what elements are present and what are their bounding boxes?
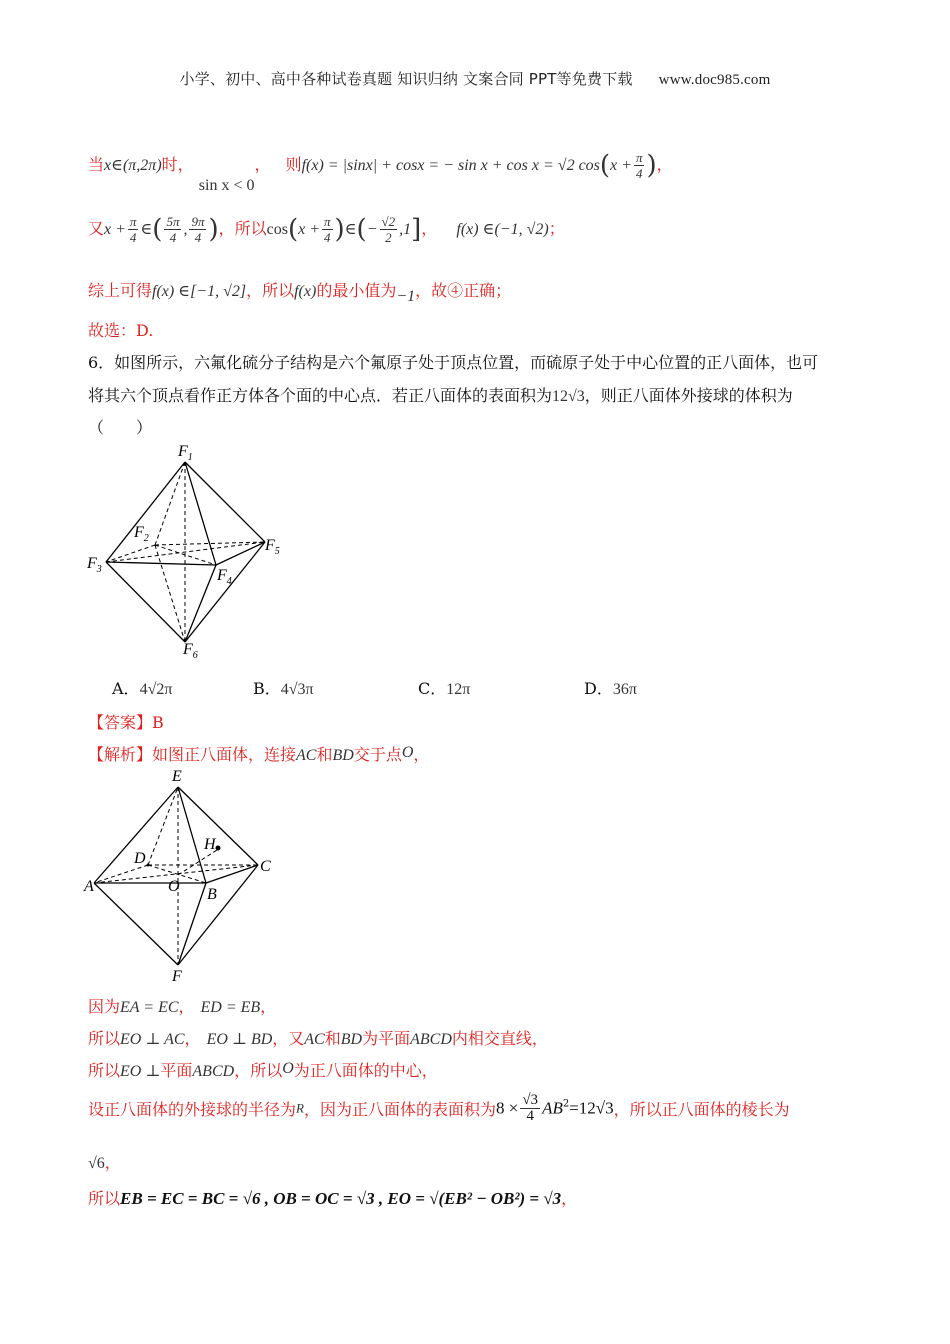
math-range: [−1, √2] xyxy=(190,283,247,300)
superscript: 2 xyxy=(562,1098,570,1110)
math: ED = EB xyxy=(200,999,261,1016)
math-in: ∈ xyxy=(140,221,153,238)
math: AB xyxy=(542,1098,563,1118)
math-sin: sin x < 0 xyxy=(198,177,255,194)
text: ， xyxy=(656,155,673,174)
math-bd: BD xyxy=(332,747,354,764)
math: R xyxy=(296,1100,304,1116)
edge xyxy=(106,562,216,565)
step-2 xyxy=(88,1026,548,1049)
text: 时， xyxy=(161,155,194,174)
label-b: B xyxy=(207,886,217,903)
text: ， xyxy=(561,1189,578,1208)
text: ； xyxy=(548,219,565,238)
text: 和 xyxy=(324,1029,341,1048)
text: 交于点 xyxy=(353,745,402,764)
text: ， xyxy=(260,997,277,1016)
math-one: ,1 xyxy=(399,221,412,238)
text: ， xyxy=(254,155,271,174)
math-ac: AC xyxy=(296,747,317,764)
text: 因为 xyxy=(88,997,121,1016)
label-e: E xyxy=(172,768,182,785)
math-fx: f(x) xyxy=(294,283,317,300)
label-f3: $F_3$ xyxy=(87,555,102,575)
option-c: C．12π xyxy=(418,679,471,698)
frac-num: 5π xyxy=(166,214,180,229)
math-x: x + xyxy=(298,221,321,238)
text: 设正八面体的外接球的半径为 xyxy=(88,1100,297,1119)
text: 则 xyxy=(285,155,302,174)
header-text: 小学、初中、高中各种试卷真题 知识归纳 文案合同 PPT等免费下载 xyxy=(179,70,633,88)
frac-den: 4 xyxy=(324,230,331,245)
label-f6: $F_6$ xyxy=(183,641,198,661)
text: 如图正八面体，连接 xyxy=(152,745,297,764)
solution-line-2: 又x + $\frac{\pi}{4}$ ∈( $\frac{5\pi}{4}$ , $\frac{9\pi}{4}$ )，所以cos(x + $\frac{\pi}{4}$ )∈(− $\frac{√2}{2}$ ,1]， f(x) ∈(−1, √2)； xyxy=(88,214,565,245)
text: ， xyxy=(178,997,195,1016)
label-a: A xyxy=(84,878,94,895)
label-f5: $F_5$ xyxy=(265,537,280,557)
math: EO ⊥ xyxy=(120,1063,161,1080)
dashed-edge xyxy=(148,787,178,865)
math-o: O xyxy=(401,744,414,761)
frac-num: π xyxy=(324,214,331,229)
answer-label: 【答案】 xyxy=(88,713,153,732)
answer-value: B xyxy=(152,713,164,732)
frac-num: π xyxy=(129,214,137,229)
q6-blank: （ ） xyxy=(88,418,153,437)
math-neg: − xyxy=(366,221,378,238)
option-a: A．4√2π xyxy=(112,679,173,698)
label-f4: $F_4$ xyxy=(217,567,232,587)
edge xyxy=(106,462,185,562)
text: 为平面 xyxy=(362,1029,411,1048)
math-cos: cos xyxy=(266,221,288,238)
text: 又 xyxy=(88,219,105,238)
edge xyxy=(178,883,206,965)
label-h: H xyxy=(204,836,216,853)
math-in: ∈ xyxy=(344,221,357,238)
step-3 xyxy=(88,1058,438,1081)
text: 平面 xyxy=(160,1061,193,1080)
choose-answer: 故选：D. xyxy=(88,321,154,340)
frac-num: π xyxy=(635,150,643,165)
analysis-label: 【解析】 xyxy=(88,745,153,764)
text: 当 xyxy=(88,155,105,174)
solution-line-3 xyxy=(88,278,512,305)
frac-den: 4 xyxy=(194,230,202,245)
math-area: 12√3 xyxy=(552,388,585,405)
step-1 xyxy=(88,994,276,1017)
label-c: C xyxy=(260,858,271,875)
frac-den: 4 xyxy=(635,166,643,181)
q6-line-2 xyxy=(88,383,793,406)
text: ，则正八面体外接球的体积为 xyxy=(584,386,793,405)
text: ， xyxy=(104,1153,121,1172)
dashed-edge xyxy=(155,462,185,545)
text: ，所以 xyxy=(218,219,267,238)
label-f1: $F_1$ xyxy=(178,443,193,463)
dashed-edge xyxy=(106,542,265,562)
text: ，所以正八面体的棱长为 xyxy=(613,1100,790,1119)
frac-num: √3 xyxy=(522,1092,539,1108)
label-o: O xyxy=(168,878,180,895)
solution-line-1: 当x∈(π,2π)时， sin x < 0， 则f(x) = |sinx| + cosx = − sin x + cos x = √2 cos(x + $\frac{\pi}{4}$ )， xyxy=(88,150,673,194)
math: O xyxy=(282,1060,294,1077)
math: EO ⊥ BD xyxy=(206,1031,273,1048)
text: ，所以 xyxy=(246,281,295,300)
header-site: www.doc985.com xyxy=(658,72,771,88)
label-f2: $F_2$ xyxy=(134,524,149,544)
math: EB = EC = BC = √6 , OB = OC = √3 , EO = √(EB² − OB²) = √3 xyxy=(120,1189,562,1208)
math-fx: f(x) ∈ xyxy=(456,221,495,238)
text: ， xyxy=(184,1029,201,1048)
edge xyxy=(185,542,265,642)
edge xyxy=(185,565,216,642)
q6-line-1: 6．如图所示，六氟化硫分子结构是六个氟原子处于顶点位置，而硫原子处于中心位置的正八面体，也可 xyxy=(88,353,819,372)
math-fx: f(x) ∈ xyxy=(152,283,191,300)
text: 将其六个顶点看作正方体各个面的中心点．若正八面体的表面积为 xyxy=(88,386,553,405)
step-4 xyxy=(88,1093,790,1124)
math: AC xyxy=(304,1031,325,1048)
math-x: x + xyxy=(104,221,126,238)
frac-den: 2 xyxy=(385,230,392,245)
text: 内相交直线， xyxy=(451,1029,548,1048)
edge xyxy=(94,787,178,883)
step-5 xyxy=(88,1150,121,1173)
math-cond: x∈(π,2π) xyxy=(104,157,162,174)
text: 和 xyxy=(316,745,333,764)
math: ABCD xyxy=(192,1063,235,1080)
text: 综上可得 xyxy=(88,281,153,300)
octahedron-figure-1 xyxy=(80,440,300,670)
math: BD xyxy=(340,1031,363,1048)
option-b: B．4√3π xyxy=(253,679,314,698)
math: 8 × xyxy=(495,1098,519,1118)
text: ，所以 xyxy=(234,1061,283,1080)
point-d xyxy=(147,864,150,867)
text: 为正八面体的中心， xyxy=(293,1061,438,1080)
text: 所以 xyxy=(88,1029,121,1048)
text: ， xyxy=(413,745,430,764)
math: =12√3 xyxy=(569,1098,614,1118)
step-6 xyxy=(88,1186,577,1209)
label-d: D xyxy=(134,850,146,867)
edge xyxy=(94,883,178,965)
octahedron-figure-2 xyxy=(82,765,292,990)
math-x: x + xyxy=(610,157,632,174)
math-range: (−1, √2) xyxy=(494,221,549,238)
math-min: −1 xyxy=(396,288,416,305)
answer-line xyxy=(88,710,164,733)
option-d: D．36π xyxy=(584,679,637,698)
math: √6 xyxy=(88,1155,105,1172)
text: 的最小值为 xyxy=(316,281,397,300)
frac-num: √2 xyxy=(381,214,396,229)
frac-num: 9π xyxy=(191,214,205,229)
math: EO ⊥ AC xyxy=(120,1031,185,1048)
edge xyxy=(178,865,258,965)
frac-den: 4 xyxy=(129,230,137,245)
frac-den: 4 xyxy=(526,1108,534,1124)
math-fx: f(x) = |sinx| + cosx = − sin x + cos x = √2 cos xyxy=(301,157,600,174)
text: 所以 xyxy=(88,1061,121,1080)
text: ，因为正八面体的表面积为 xyxy=(303,1100,496,1119)
page-header xyxy=(0,68,950,89)
text: ，故④正确； xyxy=(415,281,512,300)
analysis-line xyxy=(88,742,429,765)
text: 所以 xyxy=(88,1189,121,1208)
text: ， xyxy=(421,219,438,238)
frac-den: 4 xyxy=(169,230,177,245)
math: EA = EC xyxy=(120,999,179,1016)
label-f: F xyxy=(172,968,182,985)
math: ABCD xyxy=(410,1031,452,1048)
point-h xyxy=(216,846,221,851)
text: ，又 xyxy=(272,1029,305,1048)
